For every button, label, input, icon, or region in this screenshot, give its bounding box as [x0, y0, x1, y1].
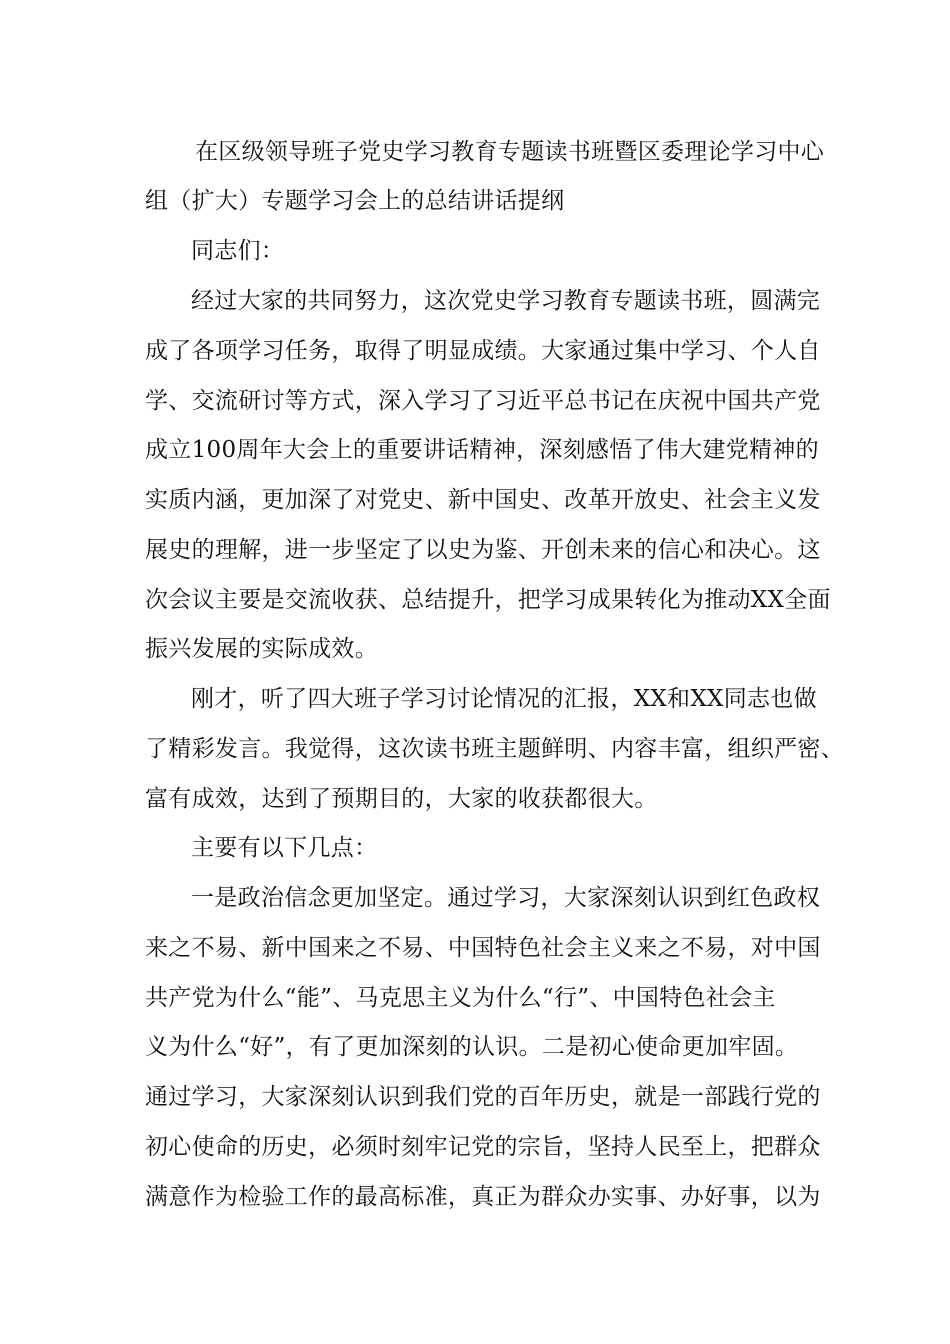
- body-line: 成了各项学习任务，取得了明显成绩。大家通过集中学习、个人自: [145, 338, 821, 364]
- body-line: 刚才，听了四大班子学习讨论情况的汇报，XX和XX同志也做: [191, 686, 817, 712]
- title-line-1: 在区级领导班子党史学习教育专题读书班暨区委理论学习中心: [195, 139, 825, 165]
- body-line: 满意作为检验工作的最高标准，真正为群众办实事、办好事，以为: [145, 1184, 821, 1210]
- body-line: 共产党为什么“能”、马克思主义为什么“行”、中国特色社会主: [145, 985, 776, 1011]
- body-line: 主要有以下几点：: [191, 835, 378, 861]
- title-line-2: 组（扩大）专题学习会上的总结讲话提纲: [145, 188, 565, 214]
- body-line: 富有成效，达到了预期目的，大家的收获都很大。: [145, 786, 658, 812]
- body-line: 通过学习，大家深刻认识到我们党的百年历史，就是一部践行党的: [145, 1084, 821, 1110]
- body-line: 来之不易、新中国来之不易、中国特色社会主义来之不易，对中国: [145, 935, 821, 961]
- body-line: 成立100周年大会上的重要讲话精神，深刻感悟了伟大建党精神的: [145, 437, 819, 463]
- body-line: 经过大家的共同努力，这次党史学习教育专题读书班，圆满完: [191, 288, 821, 314]
- body-line: 展史的理解，进一步坚定了以史为鉴、开创未来的信心和决心。这: [145, 537, 821, 563]
- body-line: 了精彩发言。我觉得，这次读书班主题鲜明、内容丰富，组织严密、: [145, 736, 844, 762]
- salutation: 同志们：: [191, 238, 285, 264]
- body-line: 义为什么“好”，有了更加深刻的认识。二是初心使命更加牢固。: [145, 1034, 799, 1060]
- body-line: 次会议主要是交流收获、总结提升，把学习成果转化为推动XX全面: [145, 587, 831, 613]
- body-line: 振兴发展的实际成效。: [145, 636, 378, 662]
- body-line: 初心使命的历史，必须时刻牢记党的宗旨，坚持人民至上，把群众: [145, 1134, 821, 1160]
- body-line: 实质内涵，更加深了对党史、新中国史、改革开放史、社会主义发: [145, 487, 821, 513]
- body-line: 一是政治信念更加坚定。通过学习，大家深刻认识到红色政权: [191, 885, 821, 911]
- body-line: 学、交流研讨等方式，深入学习了习近平总书记在庆祝中国共产党: [145, 388, 821, 414]
